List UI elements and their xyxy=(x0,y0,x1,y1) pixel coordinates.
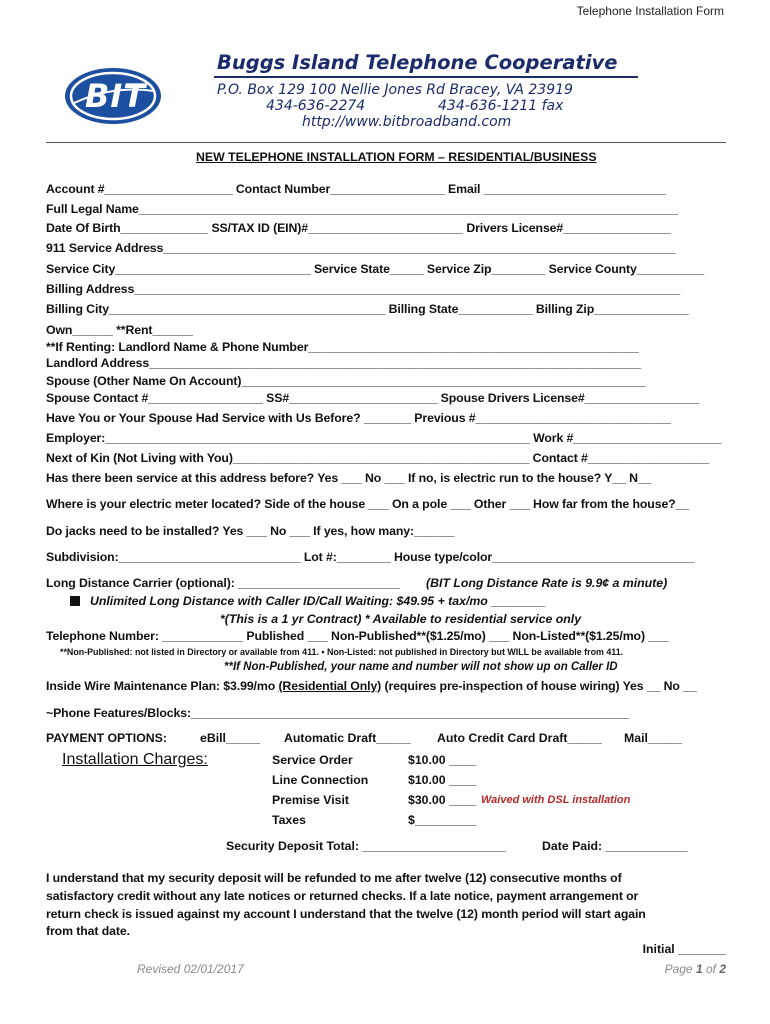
previous-service-line[interactable]: Have You or Your Spouse Had Service with Us Before? _______ Previous #_____________________________ xyxy=(46,411,671,425)
page-header-label: Telephone Installation Form xyxy=(576,4,724,18)
unlimited-ld-line[interactable]: Unlimited Long Distance with Caller ID/Call Waiting: $49.95 + tax/mo ________ xyxy=(90,594,546,608)
residential-only: (Residential Only) xyxy=(278,679,382,693)
charge-taxes-amount[interactable]: $_________ xyxy=(408,813,477,827)
company-name: Buggs Island Telephone Cooperative xyxy=(217,51,618,74)
initial-field[interactable]: Initial _______ xyxy=(642,942,726,956)
agreement-line-4: from that date. xyxy=(46,924,130,938)
inside-wire-tail: (requires pre-inspection of house wiring) Yes __ No __ xyxy=(381,679,697,693)
security-deposit-total[interactable]: Security Deposit Total: _____________________ xyxy=(226,839,507,853)
charge-line-connection: Line Connection xyxy=(272,773,369,787)
full-legal-name-line[interactable]: Full Legal Name________________________________________________________________________________ xyxy=(46,202,678,216)
payment-auto-credit-card[interactable]: Auto Credit Card Draft_____ xyxy=(437,731,602,745)
form-title: NEW TELEPHONE INSTALLATION FORM – RESIDENTIAL/BUSINESS xyxy=(196,150,597,164)
service-city-line[interactable]: Service City_____________________________ Service State_____ Service Zip________ Service County__________ xyxy=(46,262,705,276)
company-fax: 434-636-1211 fax xyxy=(438,98,564,114)
billing-city-line[interactable]: Billing City_________________________________________ Billing State___________ Billing Zip______________ xyxy=(46,302,689,316)
payment-mail[interactable]: Mail_____ xyxy=(624,731,683,745)
installation-charges-heading: Installation Charges: xyxy=(62,751,208,768)
page-of: of xyxy=(702,962,720,976)
unlimited-checkbox[interactable] xyxy=(70,596,80,606)
prior-service-electric-line[interactable]: Has there been service at this address before? Yes ___ No ___ If no, is electric run to the house? Y__ N__ xyxy=(46,471,652,485)
page-total: 2 xyxy=(719,962,726,976)
subdivision-line[interactable]: Subdivision:___________________________ Lot #:________ House type/color______________________________ xyxy=(46,550,695,564)
inside-wire-line[interactable] xyxy=(46,679,697,693)
spouse-name-line[interactable]: Spouse (Other Name On Account)____________________________________________________________ xyxy=(46,374,646,388)
date-paid[interactable]: Date Paid: ____________ xyxy=(542,839,688,853)
landlord-address-line[interactable]: Landlord Address_________________________________________________________________________ xyxy=(46,356,642,370)
caller-id-note: **If Non-Published, your name and number will not show up on Caller ID xyxy=(224,661,618,673)
company-address: P.O. Box 129 100 Nellie Jones Rd Bracey, VA 23919 xyxy=(217,82,573,98)
next-of-kin-line[interactable]: Next of Kin (Not Living with You)____________________________________________ Contact #__________________ xyxy=(46,451,710,465)
company-phone: 434-636-2274 xyxy=(266,98,366,114)
phone-features-line[interactable]: ~Phone Features/Blocks:_________________________________________________________________ xyxy=(46,706,630,720)
charge-taxes: Taxes xyxy=(272,813,306,827)
payment-options-label: PAYMENT OPTIONS: xyxy=(46,731,167,745)
jacks-line[interactable]: Do jacks need to be installed? Yes ___ No ___ If yes, how many:______ xyxy=(46,524,455,538)
page-prefix: Page xyxy=(664,962,696,976)
company-website[interactable]: http://www.bitbroadband.com xyxy=(302,114,512,130)
charge-service-order: Service Order xyxy=(272,753,353,767)
company-underline xyxy=(214,76,638,78)
own-rent-line[interactable]: Own______ **Rent______ xyxy=(46,323,193,337)
dsl-waiver-note: Waived with DSL installation xyxy=(481,794,631,806)
logo-text: BIT xyxy=(85,77,147,115)
account-contact-email-line[interactable]: Account #___________________ Contact Number_________________ Email ___________________________ xyxy=(46,182,666,196)
telephone-number-line[interactable]: Telephone Number: ____________ Published ___ Non-Published**($1.25/mo) ___ Non-Listed**($1.25/mo) ___ xyxy=(46,629,669,643)
landlord-name-line[interactable]: **If Renting: Landlord Name & Phone Number_________________________________________________ xyxy=(46,340,639,354)
long-distance-carrier[interactable]: Long Distance Carrier (optional): ________________________ xyxy=(46,576,400,590)
long-distance-rate-note: (BIT Long Distance Rate is 9.9¢ a minute) xyxy=(426,576,668,590)
employer-line[interactable]: Employer:_______________________________________________________________ Work #______________________ xyxy=(46,431,722,445)
charge-premise-visit-amount[interactable]: $30.00 ____ xyxy=(408,793,477,807)
payment-automatic-draft[interactable]: Automatic Draft_____ xyxy=(284,731,411,745)
agreement-line-2: satisfactory credit without any late notices or returned checks. If a late notice, payment arrangement or xyxy=(46,889,639,903)
electric-meter-line[interactable]: Where is your electric meter located? Side of the house ___ On a pole ___ Other ___ How far from the house?__ xyxy=(46,497,690,511)
charge-premise-visit: Premise Visit xyxy=(272,793,350,807)
inside-wire-label: Inside Wire Maintenance Plan: $3.99/mo xyxy=(46,679,279,693)
charge-service-order-amount[interactable]: $10.00 ____ xyxy=(408,753,477,767)
spouse-contact-line[interactable]: Spouse Contact #_________________ SS#______________________ Spouse Drivers License#_________________ xyxy=(46,391,700,405)
agreement-line-3: return check is issued against my account I understand that the twelve (12) month period will start again xyxy=(46,907,646,921)
agreement-line-1: I understand that my security deposit will be refunded to me after twelve (12) consecutive months of xyxy=(46,871,622,885)
dob-tax-license-line[interactable]: Date Of Birth_____________ SS/TAX ID (EIN)#_______________________ Drivers License#________________ xyxy=(46,221,671,235)
contract-note: *(This is a 1 yr Contract) * Available to residential service only xyxy=(220,612,582,626)
page-number xyxy=(665,962,726,976)
page-current: 1 xyxy=(695,962,703,976)
nonpublished-note: **Non-Published: not listed in Directory or available from 411. • Non-Listed: not published in Directory but WILL be available from 411. xyxy=(60,647,624,657)
charge-line-connection-amount[interactable]: $10.00 ____ xyxy=(408,773,477,787)
payment-ebill[interactable]: eBill_____ xyxy=(200,731,261,745)
bit-logo xyxy=(64,67,162,125)
service-address-line[interactable]: 911 Service Address____________________________________________________________________________ xyxy=(46,241,676,255)
billing-address-line[interactable]: Billing Address_________________________________________________________________________________ xyxy=(46,282,681,296)
header-divider xyxy=(46,142,726,143)
revised-date: Revised 02/01/2017 xyxy=(137,962,244,976)
